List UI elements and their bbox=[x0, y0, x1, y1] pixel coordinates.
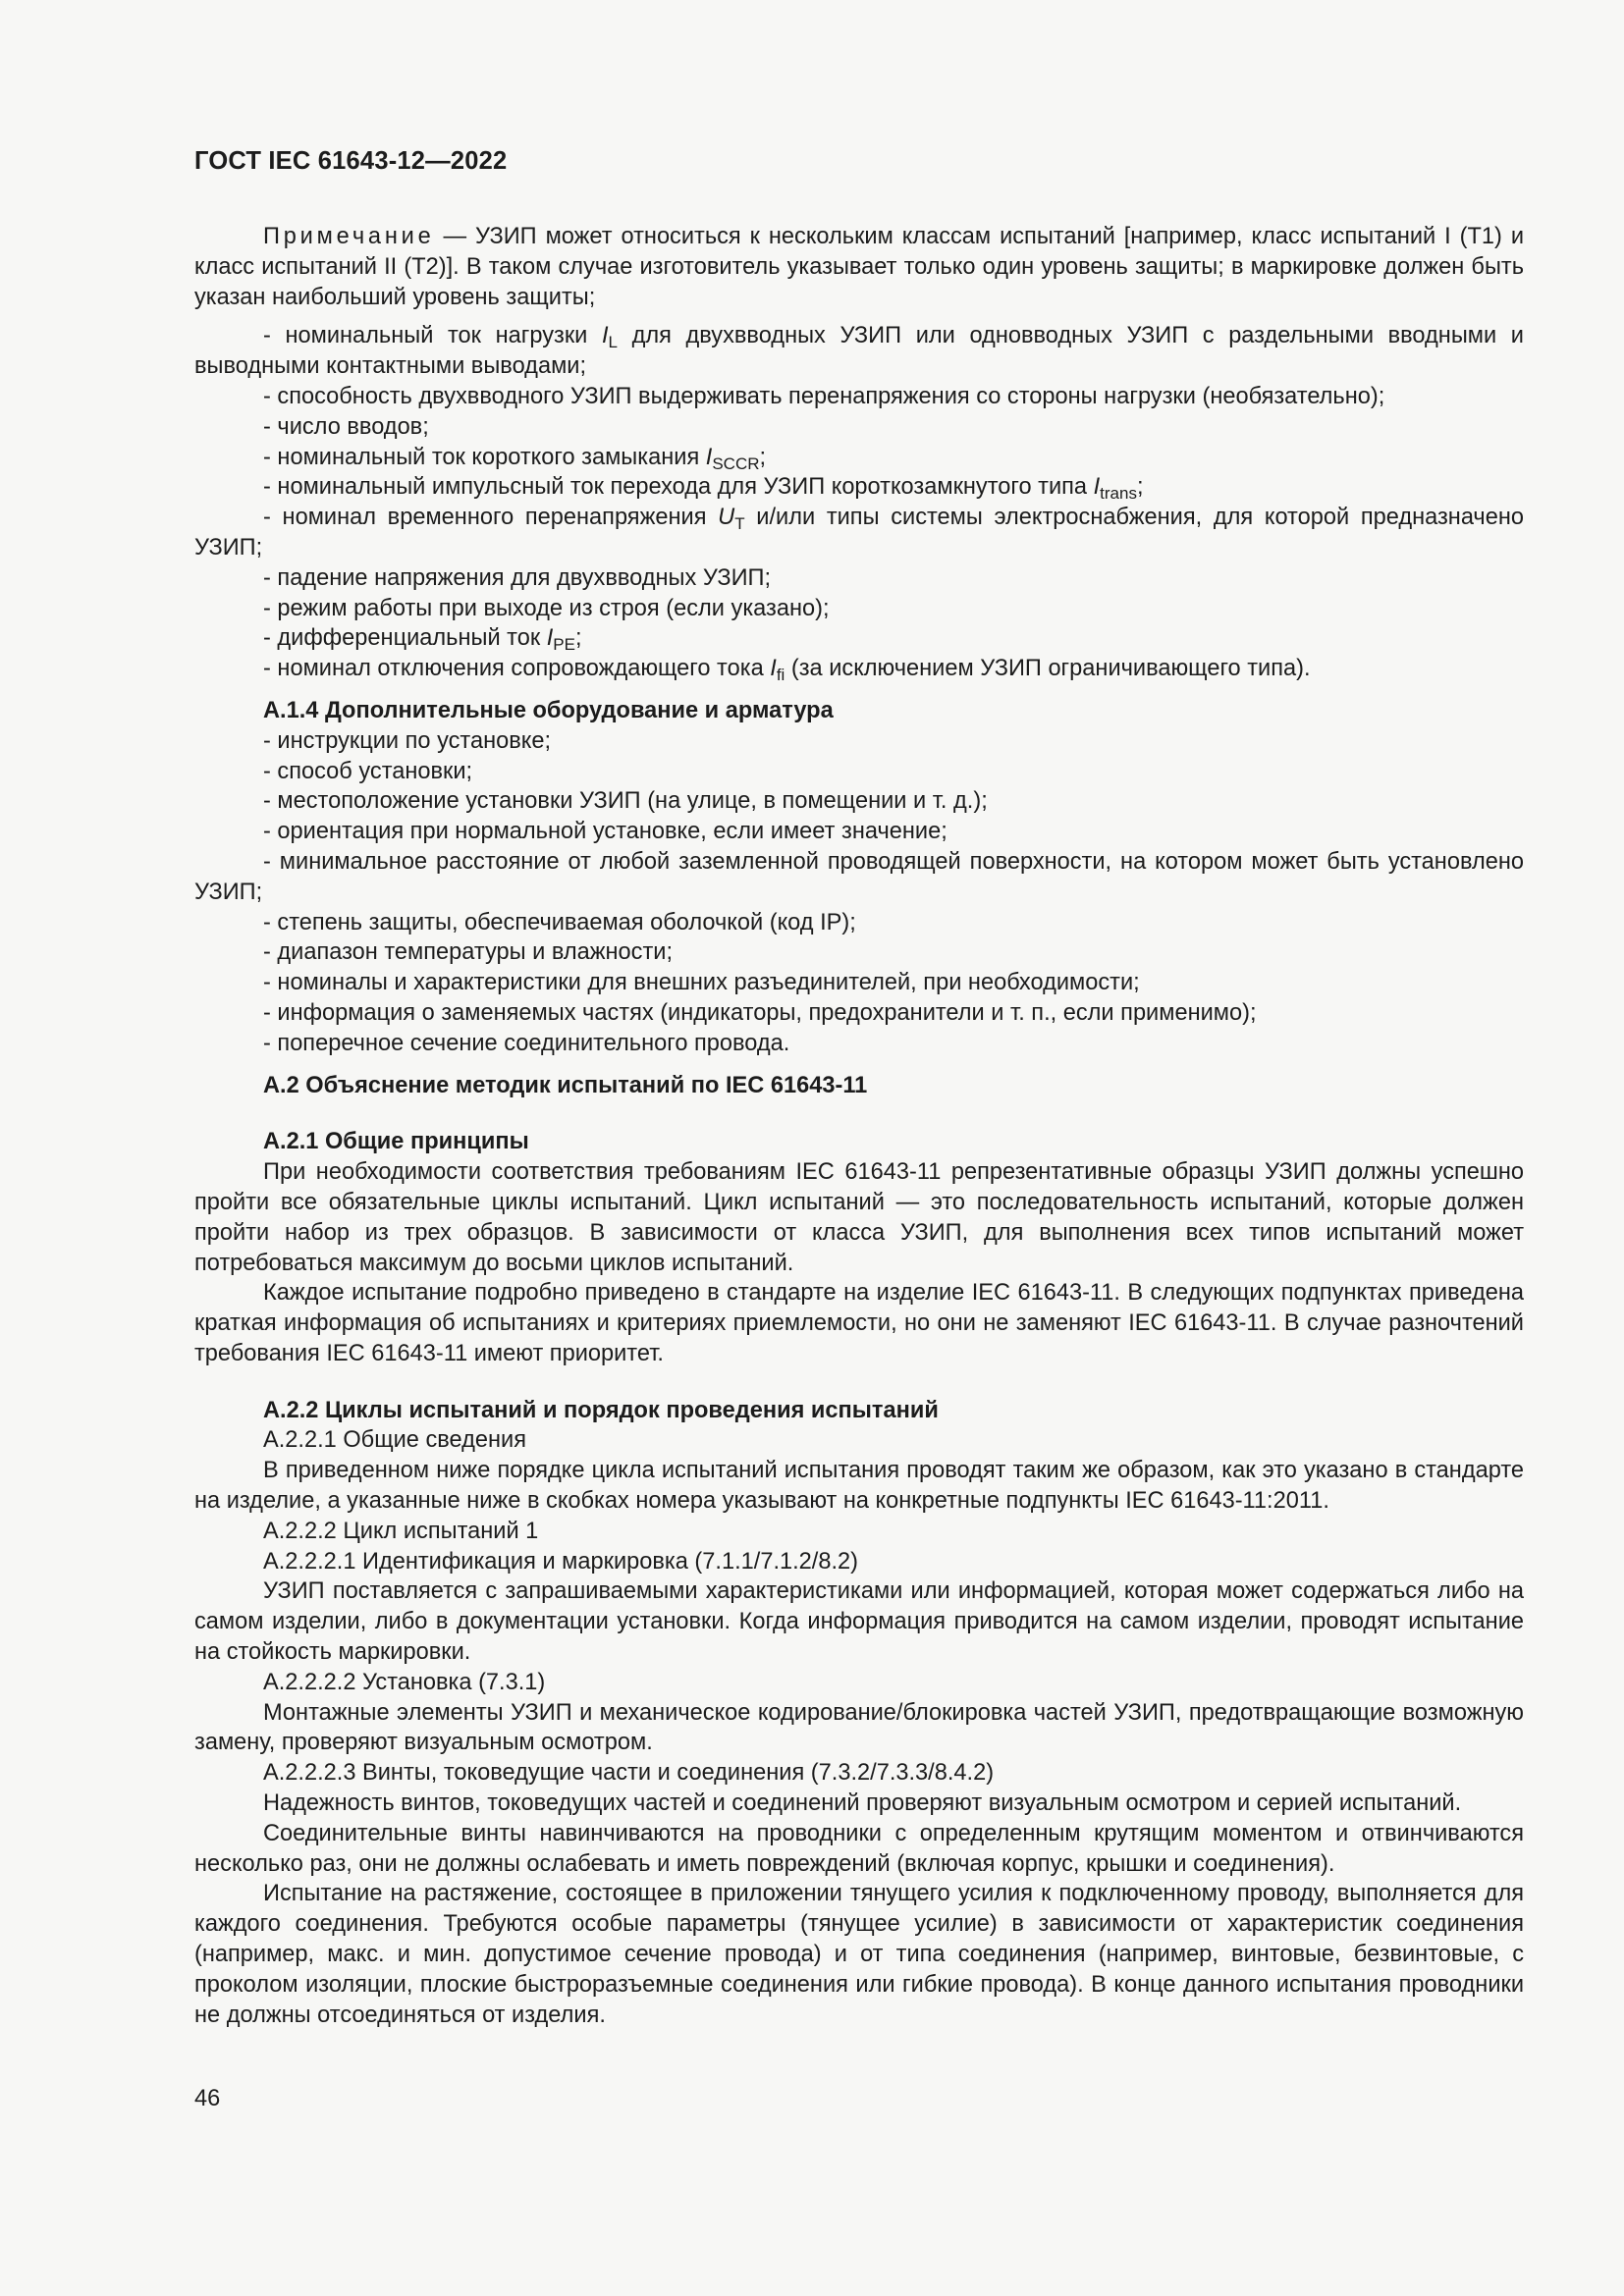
subsection-heading: А.2.2.2.3 Винты, токоведущие части и соединения (7.3.2/7.3.3/8.4.2) bbox=[263, 1760, 995, 1787]
list-item: - способность двухвводного УЗИП выдерживать перенапряжения со стороны нагрузки (необязательно); bbox=[263, 383, 1385, 409]
paragraph: Монтажные элементы УЗИП и механическое кодирование/блокировка частей УЗИП, предотвращающие возможную замену, проверяют визуальным осмотром. bbox=[194, 1699, 1524, 1756]
section-heading-a14: А.1.4 Дополнительные оборудование и арматура bbox=[263, 697, 834, 723]
list-item: - номинальный ток короткого замыкания $I_{SCCR}$; bbox=[263, 444, 767, 473]
list-item: - поперечное сечение соединительного провода. bbox=[263, 1030, 790, 1056]
list-item: - информация о заменяемых частях (индикаторы, предохранители и т. п., если применимо); bbox=[263, 999, 1257, 1026]
paragraph: Соединительные винты навинчиваются на проводники с определенным крутящим моментом и отвинчиваются несколько раз, они не должны ослабевать и иметь повреждений (включая корпус, крышки и соединения). bbox=[194, 1820, 1524, 1877]
paragraph: Каждое испытание подробно приведено в стандарте на изделие IEC 61643-11. В следующих подпунктах приведена краткая информация об испытаниях и критериях приемлемости, но они не заменяют IEC 61643-11. В случае разночтений требования IEC 61643-11 имеют приоритет. bbox=[194, 1280, 1524, 1366]
list-item: - номинальный ток нагрузки $I_L$ для двухвводных УЗИП или одновводных УЗИП с раздельными вводными и выводными контактными выводами; bbox=[194, 323, 1524, 380]
list-item: - инструкции по установке; bbox=[263, 727, 552, 754]
list-item: - номинал отключения сопровождающего тока $I_{fi}$ (за исключением УЗИП ограничивающего типа). bbox=[263, 656, 1311, 685]
paragraph: Надежность винтов, токоведущих частей и соединений проверяют визуальным осмотром и серией испытаний. bbox=[263, 1790, 1462, 1817]
section-heading-a22: А.2.2 Циклы испытаний и порядок проведения испытаний bbox=[263, 1397, 939, 1423]
list-item: - номинал временного перенапряжения $U_T$ и/или типы системы электроснабжения, для которой предназначено УЗИП; bbox=[194, 505, 1524, 561]
note-paragraph bbox=[194, 222, 1524, 312]
paragraph: Испытание на растяжение, состоящее в приложении тянущего усилия к подключенному проводу, выполняется для каждого соединения. Требуются особые параметры (тянущее усилие) в зависимости от характеристик соединения (например, макс. и мин. допустимое сечение провода) и от типа соединения (например, винтовые, безвинтовые, с проколом изоляции, плоские быстроразъемные соединения или гибкие провода). В конце данного испытания проводники не должны отсоединяться от изделия. bbox=[194, 1881, 1524, 2028]
list-item: - номиналы и характеристики для внешних разъединителей, при необходимости; bbox=[263, 970, 1140, 996]
subsection-heading: А.2.2.2.2 Установка (7.3.1) bbox=[263, 1669, 546, 1695]
list-item: - степень защиты, обеспечиваемая оболочкой (код IP); bbox=[263, 909, 856, 935]
paragraph: УЗИП поставляется с запрашиваемыми характеристиками или информацией, которая может содержаться либо на самом изделии, либо в документации установки. Когда информация приводится на самом изделии, проводят испытание на стойкость маркировки. bbox=[194, 1578, 1524, 1666]
subsection-heading: А.2.2.2.1 Идентификация и маркировка (7.1.1/7.1.2/8.2) bbox=[263, 1548, 859, 1575]
list-item: - диапазон температуры и влажности; bbox=[263, 939, 674, 966]
list-item: - падение напряжения для двухвводных УЗИП; bbox=[263, 564, 772, 591]
document-header: ГОСТ IEC 61643-12—2022 bbox=[194, 147, 508, 175]
list-item: - ориентация при нормальной установке, если имеет значение; bbox=[263, 819, 947, 845]
page-number: 46 bbox=[194, 2086, 221, 2111]
document-body bbox=[194, 222, 1524, 2030]
list-item: - число вводов; bbox=[263, 413, 429, 440]
note-label: Примечание bbox=[263, 224, 435, 249]
list-item: - минимальное расстояние от любой заземленной проводящей поверхности, на котором может быть установлено УЗИП; bbox=[194, 848, 1524, 905]
section-heading-a21: А.2.1 Общие принципы bbox=[263, 1129, 529, 1155]
subsection-heading: А.2.2.1 Общие сведения bbox=[263, 1427, 526, 1454]
list-item: - способ установки; bbox=[263, 758, 473, 784]
paragraph: В приведенном ниже порядке цикла испытаний испытания проводят таким же образом, как это указано в стандарте на изделие, а указанные ниже в скобках номера указывают на конкретные подпункты IEC 61643-11:2011. bbox=[194, 1458, 1524, 1515]
list-item: - режим работы при выходе из строя (если указано); bbox=[263, 595, 830, 621]
paragraph: При необходимости соответствия требованиям IEC 61643-11 репрезентативные образцы УЗИП должны успешно пройти все обязательные циклы испытаний. Цикл испытаний — это последовательность испытаний, которые должен пройти набор из трех образцов. В зависимости от класса УЗИП, для выполнения всех типов испытаний может потребоваться максимум до восьми циклов испытаний. bbox=[194, 1159, 1524, 1276]
list-item: - номинальный импульсный ток перехода для УЗИП короткозамкнутого типа $I_{trans}$; bbox=[263, 474, 1144, 504]
list-item: - дифференциальный ток $I_{PE}$; bbox=[263, 625, 582, 655]
list-item: - местоположение установки УЗИП (на улице, в помещении и т. д.); bbox=[263, 788, 988, 815]
note-text: — УЗИП может относиться к нескольким классам испытаний [например, класс испытаний I (Т1) и класс испытаний II (Т2)]. В таком случае изготовитель указывает только один уровень защиты; в маркировке должен быть указан наибольший уровень защиты; bbox=[194, 224, 1524, 310]
section-heading-a2: А.2 Объяснение методик испытаний по IEC 61643-11 bbox=[263, 1072, 868, 1098]
subsection-heading: А.2.2.2 Цикл испытаний 1 bbox=[263, 1518, 539, 1544]
